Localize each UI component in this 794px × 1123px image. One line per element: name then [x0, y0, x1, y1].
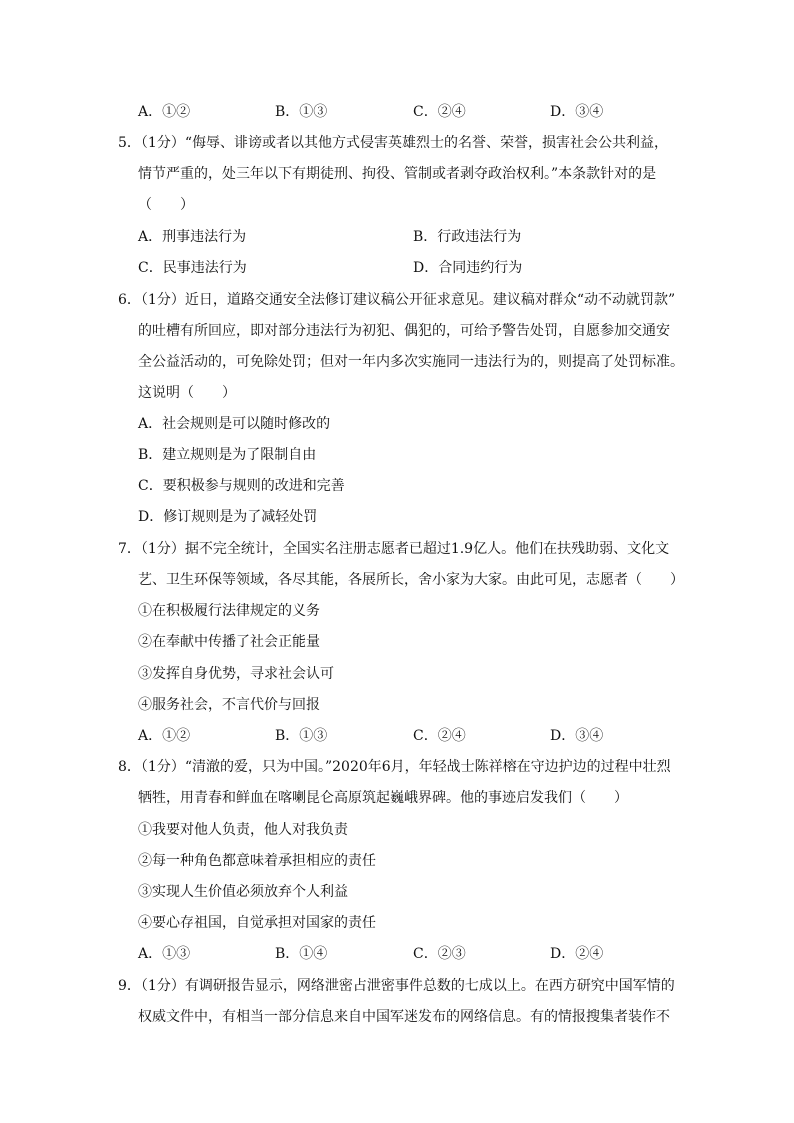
q6-option-c: C．要积极参与规则的改进和完善 [138, 478, 345, 494]
q4-option-c: C．②④ [413, 104, 466, 120]
q7-item-4: ④服务社会，不言代价与回报 [138, 697, 320, 713]
q8-stem-line-1: 8．（1分）“清澈的爱，只为中国。”2020年6月，年轻战士陈祥榕在守边护边的过程中壮烈 [118, 759, 671, 775]
q8-item-4: ④要心存祖国，自觉承担对国家的责任 [138, 915, 376, 931]
q6-option-a: A．社会规则是可以随时修改的 [138, 416, 331, 432]
q5-option-d: D．合同违约行为 [413, 260, 523, 276]
q4-option-b: B．①③ [275, 104, 328, 120]
q5-stem-line-1: 5．（1分）“侮辱、诽谤或者以其他方式侵害英雄烈士的名誉、荣誉，损害社会公共利益， [118, 135, 668, 151]
q5-stem-line-2: 情节严重的，处三年以下有期徒刑、拘役、管制或者剥夺政治权利。”本条款针对的是 [138, 166, 657, 182]
q7-item-1: ①在积极履行法律规定的义务 [138, 603, 320, 619]
q8-item-3: ③实现人生价值必须放弃个人利益 [138, 884, 348, 900]
q6-stem-line-2: 的吐槽有所回应，即对部分违法行为初犯、偶犯的，可给予警告处罚，自愿参加交通安 [138, 323, 670, 339]
q5-option-b: B．行政违法行为 [413, 229, 522, 245]
q8-option-c: C．②③ [413, 946, 466, 962]
q8-option-d: D．②④ [550, 946, 604, 962]
q5-option-a: A．刑事违法行为 [138, 229, 247, 245]
q7-option-d: D．③④ [550, 728, 604, 744]
q6-stem-line-3: 全公益活动的，可免除处罚；但对一年内多次实施同一违法行为的，则提高了处罚标准。 [138, 354, 684, 370]
q5-option-c: C．民事违法行为 [138, 260, 247, 276]
q7-option-a: A．①② [138, 728, 191, 744]
q7-stem-line-2: 艺、卫生环保等领域，各尽其能，各展所长，舍小家为大家。由此可见，志愿者（ ） [138, 572, 684, 588]
q7-item-2: ②在奉献中传播了社会正能量 [138, 634, 320, 650]
q7-stem-line-1: 7．（1分）据不完全统计，全国实名注册志愿者已超过1.9亿人。他们在扶残助弱、文化文 [118, 541, 670, 557]
q6-stem-line-1: 6．（1分）近日，道路交通安全法修订建议稿公开征求意见。建议稿对群众“动不动就罚款” [118, 292, 676, 308]
q9-stem-line-1: 9．（1分）有调研报告显示，网络泄密占泄密事件总数的七成以上。在西方研究中国军情的 [118, 978, 675, 994]
q8-option-b: B．①④ [275, 946, 328, 962]
q8-option-a: A．①③ [138, 946, 191, 962]
q4-option-a: A．①② [138, 104, 191, 120]
q6-option-d: D．修订规则是为了减轻处罚 [138, 509, 318, 525]
q4-option-d: D．③④ [550, 104, 604, 120]
q7-item-3: ③发挥自身优势，寻求社会认可 [138, 666, 334, 682]
q8-item-1: ①我要对他人负责，他人对我负责 [138, 822, 348, 838]
q8-item-2: ②每一种角色都意味着承担相应的责任 [138, 853, 376, 869]
q7-option-c: C．②④ [413, 728, 466, 744]
q8-stem-line-2: 牺牲，用青春和鲜血在喀喇昆仑高原筑起巍峨界碑。他的事迹启发我们（ ） [138, 790, 628, 806]
q7-option-b: B．①③ [275, 728, 328, 744]
q6-stem-line-4: 这说明（ ） [138, 385, 236, 401]
q6-option-b: B．建立规则是为了限制自由 [138, 447, 317, 463]
q9-stem-line-2: 权威文件中，有相当一部分信息来自中国军迷发布的网络信息。有的情报搜集者装作不 [138, 1009, 670, 1025]
q5-stem-line-3: （ ） [138, 197, 194, 213]
